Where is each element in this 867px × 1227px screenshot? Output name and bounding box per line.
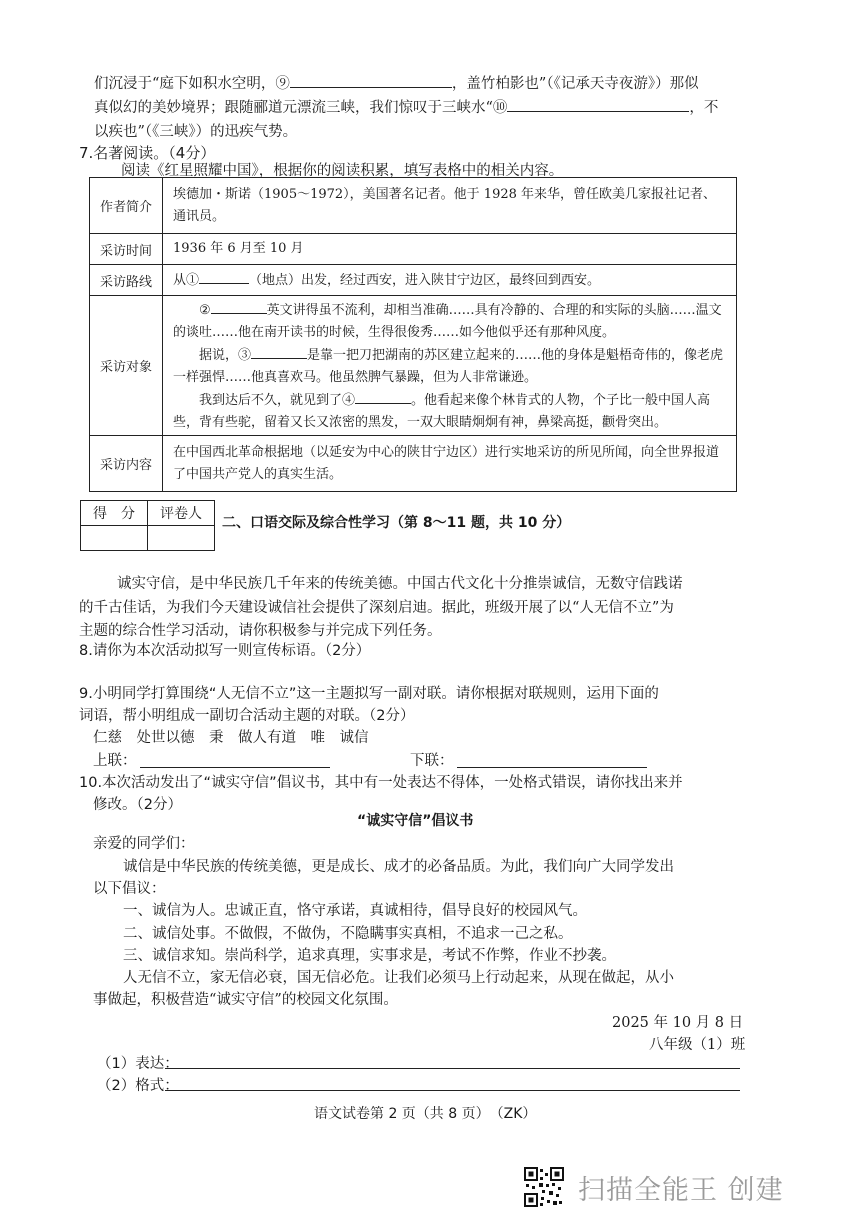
letter-body: 以下倡议： <box>93 881 166 897</box>
upper-couplet-label: 上联： <box>93 753 137 769</box>
qr-code-icon <box>524 1167 564 1207</box>
question-7-intro: 阅读《红星照耀中国》，根据你的阅读积累，填写表格中的相关内容。 <box>121 163 564 179</box>
passage-text: ，盖竹柏影也”（《记承天寺夜游》）那似 <box>451 76 699 92</box>
score-cell[interactable] <box>81 526 148 551</box>
letter-closing: 人无信不立，家无信必衰，国无信必危。让我们必须马上行动起来，从现在做起，从小 <box>123 970 674 986</box>
scanner-watermark: 扫描全能王 创建 <box>578 1175 784 1206</box>
row-label: 采访时间 <box>90 234 163 265</box>
answer-2-label: （2）格式： <box>97 1078 179 1094</box>
letter-signer: 八年级（1）班 <box>649 1037 746 1053</box>
question-9-line: 词语，帮小明组成一副切合活动主题的对联。（2分） <box>79 708 415 724</box>
upper-couplet-blank[interactable] <box>140 767 330 768</box>
row-value: 埃德加・斯诺（1905～1972），美国著名记者。他于 1928 年来华，曾任欧美几家报社记者、通讯员。 <box>163 178 737 234</box>
answer-1-label: （1）表达： <box>97 1056 179 1072</box>
letter-date: 2025 年 10 月 8 日 <box>612 1015 744 1031</box>
letter-item: 一、诚信为人。忠诚正直，恪守承诺，真诚相待，倡导良好的校园风气。 <box>123 903 587 919</box>
question-8: 8.请你为本次活动拟写一则宣传标语。（2分） <box>79 643 371 659</box>
question-10-line: 10.本次活动发出了“诚实守信”倡议书，其中有一处表达不得体，一处格式错误，请你找出来并 <box>79 775 683 791</box>
section-2-intro: 主题的综合性学习活动，请你积极参与并完成下列任务。 <box>79 623 442 639</box>
section-2-intro: 的千古佳话，为我们今天建设诚信社会提供了深刻启迪。据此，班级开展了以“人无信不立”为 <box>79 600 674 616</box>
answer-blank-1[interactable] <box>199 268 249 284</box>
lower-couplet-label: 下联： <box>410 753 454 769</box>
row-label: 采访内容 <box>90 436 163 492</box>
row-value: 在中国西北革命根据地（以延安为中心的陕甘宁边区）进行实地采访的所见所闻，向全世界报道了中国共产党人的真实生活。 <box>163 436 737 492</box>
section-2-intro: 诚实守信，是中华民族几千年来的传统美德。中国古代文化十分推崇诚信，无数守信践诺 <box>117 576 683 592</box>
row-value <box>163 296 737 436</box>
letter-item: 三、诚信求知。崇尚科学，追求真理，实事求是，考试不作弊，作业不抄袭。 <box>123 948 616 964</box>
route-text: 从① <box>173 273 200 288</box>
letter-item: 二、诚信处事。不做假，不做伪，不隐瞒事实真相，不追求一己之私。 <box>123 926 573 942</box>
subject-paragraph: ② 英文讲得虽不流利，却相当准确……具有冷静的、合理的和实际的头脑……温文的谈吐……他在南开读书的时候，生得很俊秀……如今他似乎还有那种风度。 <box>173 298 726 343</box>
grader-label: 评卷人 <box>148 501 215 526</box>
letter-body: 诚信是中华民族的传统美德，更是成长、成才的必备品质。为此，我们向广大同学发出 <box>123 859 674 875</box>
page-footer: 语文试卷第 2 页（共 8 页） （ZK） <box>314 1106 537 1122</box>
letter-closing: 事做起，积极营造“诚实守信”的校园文化氛围。 <box>93 992 398 1008</box>
passage-line-3: 以疾也”（《三峡》）的迅疾气势。 <box>94 124 298 140</box>
answer-blank-4[interactable] <box>355 388 411 404</box>
question-7-title: 7.名著阅读。（4分） <box>79 144 216 162</box>
row-label: 采访对象 <box>90 296 163 436</box>
subject-paragraph: 据说，③ 是靠一把刀把湖南的苏区建立起来的……他的身体是魁梧奇伟的，像老虎一样强悍……他真喜欢马。他虽然脾气暴躁，但为人非常谦逊。 <box>173 343 726 388</box>
score-label: 得 分 <box>81 501 148 526</box>
row-value: 1936 年 6 月至 10 月 <box>163 234 737 265</box>
question-10-line: 修改。（2分） <box>93 797 182 813</box>
answer-2-blank[interactable] <box>165 1090 740 1091</box>
score-box <box>80 500 215 551</box>
answer-blank-2[interactable] <box>211 298 267 314</box>
section-2-title: 二、口语交际及综合性学习（第 8～11 题，共 10 分） <box>222 515 571 531</box>
passage-text: ，不 <box>689 100 719 116</box>
book-info-table <box>89 177 737 492</box>
answer-1-blank[interactable] <box>165 1068 740 1069</box>
letter-greeting: 亲爱的同学们： <box>93 836 195 852</box>
lower-couplet-blank[interactable] <box>457 767 647 768</box>
row-label: 采访路线 <box>90 265 163 296</box>
row-label: 作者简介 <box>90 178 163 234</box>
passage-text: 们沉浸于“庭下如积水空明，⑨ <box>94 76 290 92</box>
subject-paragraph: 我到达后不久，就见到了④ 。他看起来像个林肯式的人物，个子比一般中国人高些，背有些驼，留着又长又浓密的黑发，一双大眼睛炯炯有神，鼻梁高挺，颧骨突出。 <box>173 388 726 433</box>
couplet-words: 仁慈 处世以德 秉 做人有道 唯 诚信 <box>93 730 369 746</box>
passage-line-1 <box>94 72 699 96</box>
grader-cell[interactable] <box>148 526 215 551</box>
row-value <box>163 265 737 296</box>
question-9-line: 9.小明同学打算围绕“人无信不立”这一主题拟写一副对联。请你根据对联规则，运用下面的 <box>79 686 659 702</box>
answer-blank-3[interactable] <box>251 343 307 359</box>
route-text: （地点）出发，经过西安，进入陕甘宁边区，最终回到西安。 <box>249 273 601 288</box>
letter-title: “诚实守信”倡议书 <box>357 813 474 829</box>
passage-text: 真似幻的美妙境界；跟随郦道元漂流三峡，我们惊叹于三峡水“⑩ <box>94 100 508 116</box>
answer-blank-9[interactable] <box>290 72 452 88</box>
answer-blank-10[interactable] <box>507 96 689 112</box>
passage-line-2 <box>94 96 718 120</box>
